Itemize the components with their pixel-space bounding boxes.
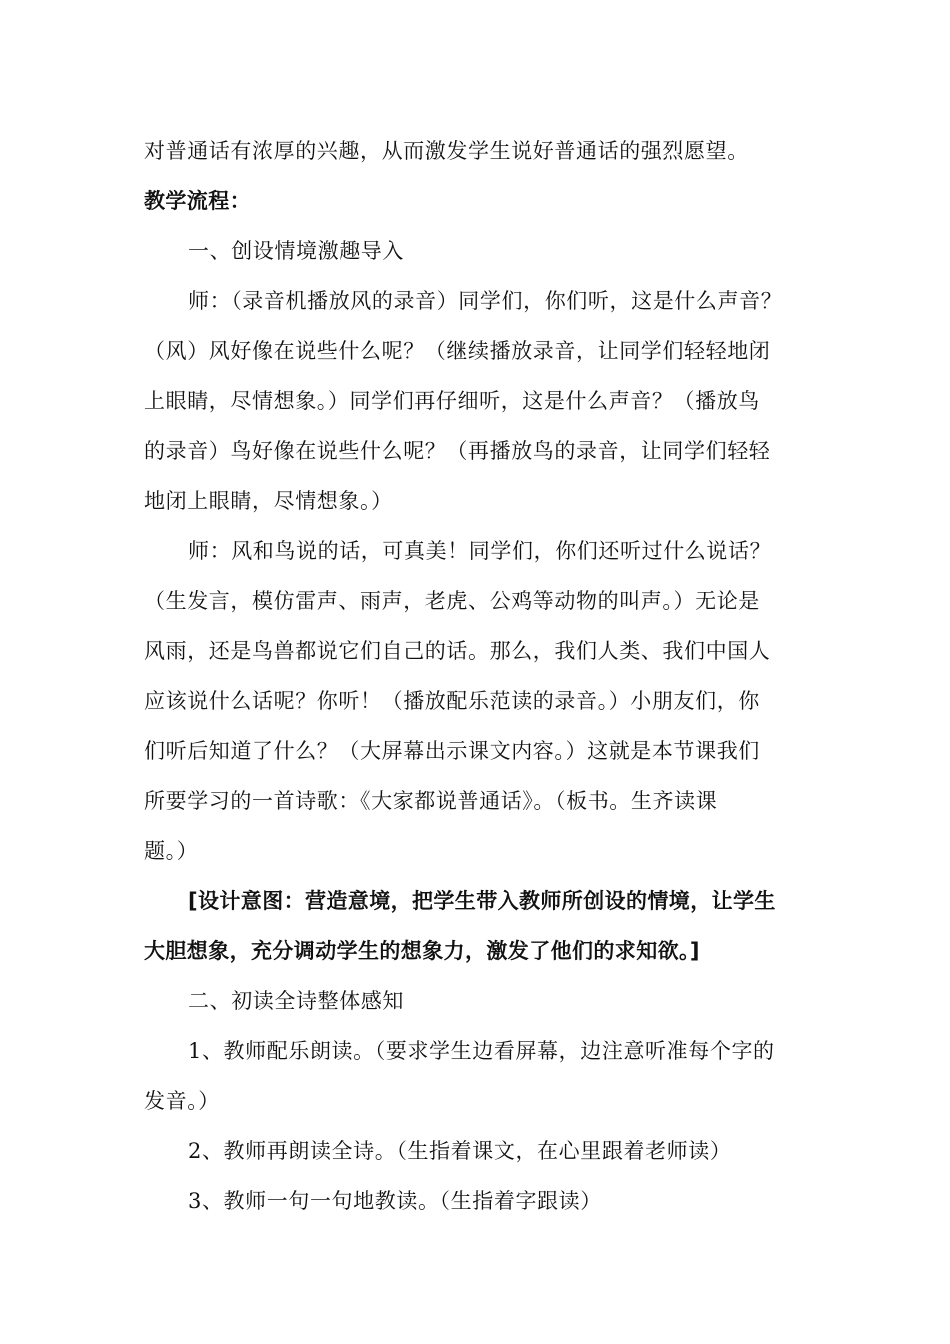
text-line: 风雨，还是鸟兽都说它们自己的话。那么，我们人类、我们中国人 [144, 639, 771, 663]
text-line: 师：风和鸟说的话，可真美！同学们，你们还听过什么说话？ [188, 539, 772, 563]
design-intent-note: [设计意图：营造意境，把学生带入教师所创设的情境，让学生 [188, 889, 776, 913]
list-item: 1、教师配乐朗读。（要求学生边看屏幕，边注意听准每个字的 [188, 1039, 775, 1063]
text-line: 们听后知道了什么？（大屏幕出示课文内容。）这就是本节课我们 [144, 739, 760, 763]
text-line: 对普通话有浓厚的兴趣，从而激发学生说好普通话的强烈愿望。 [144, 139, 749, 163]
text-line: 上眼睛，尽情想象。）同学们再仔细听，这是什么声音？（播放鸟 [144, 389, 760, 413]
list-item: 2、教师再朗读全诗。（生指着课文，在心里跟着老师读） [188, 1139, 732, 1163]
text-line: 发音。） [144, 1089, 220, 1113]
section-heading: 教学流程： [144, 189, 251, 213]
text-line: 地闭上眼睛，尽情想象。） [144, 489, 393, 513]
text-line: 师：（录音机播放风的录音）同学们，你们听，这是什么声音？ [188, 289, 783, 313]
document-body [144, 126, 808, 1226]
list-item: 3、教师一句一句地教读。（生指着字跟读） [188, 1189, 602, 1213]
text-line: （生发言，模仿雷声、雨声，老虎、公鸡等动物的叫声。）无论是 [144, 589, 760, 613]
text-line: （风）风好像在说些什么呢？（继续播放录音，让同学们轻轻地闭 [144, 339, 771, 363]
text-line: 应该说什么话呢？你听！（播放配乐范读的录音。）小朋友们，你 [144, 689, 760, 713]
text-line: 的录音）鸟好像在说些什么呢？（再播放鸟的录音，让同学们轻轻 [144, 439, 771, 463]
subsection-heading: 二、初读全诗整体感知 [188, 989, 404, 1013]
text-line: 所要学习的一首诗歌：《大家都说普通话》。（板书。生齐读课 [144, 789, 718, 813]
text-line: 题。） [144, 839, 199, 863]
design-intent-note: 大胆想象，充分调动学生的想象力，激发了他们的求知欲。] [144, 939, 700, 963]
subsection-heading: 一、创设情境激趣导入 [188, 239, 404, 263]
